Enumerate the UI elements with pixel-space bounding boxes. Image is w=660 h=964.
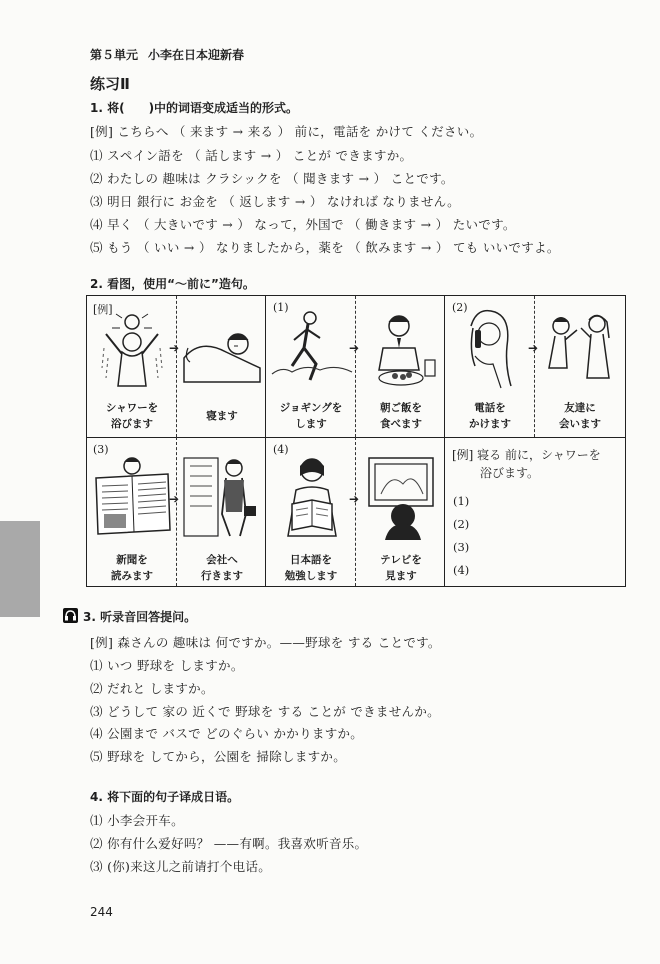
- section1-item-3: ⑶ 明日 銀行に お金を （ 返します → ） なければ なりません。: [90, 194, 460, 209]
- answer-number-1: (1): [453, 494, 470, 508]
- caption-line: 行きます: [201, 570, 243, 582]
- caption-shower: [89, 400, 175, 432]
- caption-jogging: [268, 400, 354, 432]
- grid-dashed-divider: [355, 296, 356, 437]
- caption-line: 電話を: [474, 402, 506, 414]
- grid-dashed-divider: [176, 296, 177, 437]
- meeting-friend-illustration: [537, 308, 623, 388]
- section3-item-1: ⑴ いつ 野球を しますか。: [90, 658, 244, 673]
- grid-row-divider: [87, 437, 625, 438]
- section4-item-3: ⑶ (你)来这儿之前请打个电话。: [90, 859, 272, 874]
- caption-newspaper: [89, 552, 175, 584]
- sequence-arrow-icon: ➔: [169, 341, 180, 355]
- panel-label-example: [例]: [93, 303, 113, 316]
- sequence-arrow-icon: ➔: [349, 492, 360, 506]
- watching-tv-illustration: [358, 454, 444, 540]
- section1-example: [例] こちらへ （ 来ます → 来る ） 前に，電話を かけて ください。: [90, 124, 483, 139]
- example-sentence: [452, 446, 601, 482]
- caption-line: 見ます: [385, 570, 417, 582]
- section4-item-1: ⑴ 小李会开车。: [90, 813, 184, 828]
- caption-line: 新聞を: [116, 554, 148, 566]
- unit-title: 小李在日本迎新春: [148, 48, 245, 62]
- caption-line: 友達に: [564, 402, 596, 414]
- grid-divider: [444, 296, 445, 437]
- grid-divider: [265, 296, 266, 437]
- answer-number-2: (2): [453, 517, 470, 531]
- section2-title: 2. 看图，使用“～前に”造句。: [90, 277, 255, 291]
- grid-divider: [444, 437, 445, 586]
- picture-grid: [86, 295, 626, 587]
- caption-study: [268, 552, 354, 584]
- sequence-arrow-icon: ➔: [169, 492, 180, 506]
- caption-line: かけます: [469, 418, 511, 430]
- answer-number-3: (3): [453, 540, 470, 554]
- section3-item-4: ⑷ 公園まで バスで どのぐらい かかりますか。: [90, 726, 364, 741]
- caption-line: 食べます: [380, 418, 422, 430]
- section3-example: [例] 森さんの 趣味は 何ですか。——野球を する ことです。: [90, 635, 441, 650]
- caption-friend: [537, 400, 623, 432]
- section1-title: 1. 将( )中的词语变成适当的形式。: [90, 101, 299, 115]
- section4-item-2: ⑵ 你有什么爱好吗？ ——有啊。我喜欢听音乐。: [90, 836, 368, 851]
- grid-dashed-divider: [355, 437, 356, 586]
- caption-line: シャワーを: [105, 402, 159, 414]
- caption-commute: [179, 552, 265, 584]
- side-tab-marker: [0, 521, 40, 617]
- breakfast-illustration: [358, 308, 444, 390]
- grid-dashed-divider: [534, 296, 535, 437]
- sequence-arrow-icon: ➔: [528, 341, 539, 355]
- section3-item-3: ⑶ どうして 家の 近くで 野球を する ことが できませんか。: [90, 704, 440, 719]
- caption-line: ジョギングを: [279, 402, 343, 414]
- sequence-arrow-icon: ➔: [349, 341, 360, 355]
- section1-item-5: ⑸ もう （ いい → ） なりましたから，薬を （ 飲みます → ） ても いいですよ。: [90, 240, 560, 255]
- caption-line: 日本語を: [290, 554, 332, 566]
- page-number: 244: [90, 905, 113, 919]
- example-sentence-line: 浴びます。: [480, 466, 540, 480]
- phone-call-illustration: [448, 306, 534, 390]
- unit-label: 第５単元: [90, 48, 139, 62]
- section3-item-2: ⑵ だれと しますか。: [90, 681, 214, 696]
- caption-line: 勉強します: [284, 570, 338, 582]
- panel-label-3: (3): [93, 443, 109, 456]
- caption-line: します: [295, 418, 327, 430]
- caption-line: テレビを: [380, 554, 422, 566]
- unit-header: [90, 46, 244, 63]
- shower-illustration: [89, 308, 175, 390]
- sleeping-illustration: [179, 318, 265, 388]
- newspaper-illustration: [89, 454, 175, 540]
- caption-tv: [358, 552, 444, 584]
- panel-label-2: (2): [452, 301, 468, 314]
- commute-illustration: [179, 454, 265, 540]
- section3-title: 3. 听录音回答提问。: [83, 610, 197, 624]
- example-sentence-line: [例] 寝る 前に，シャワーを: [452, 448, 601, 462]
- section3-item-5: ⑸ 野球を してから，公園を 掃除しますか。: [90, 749, 347, 764]
- answer-number-4: (4): [453, 563, 470, 577]
- caption-line: 朝ご飯を: [380, 402, 422, 414]
- section1-item-4: ⑷ 早く （ 大きいです → ） なって，外国で （ 働きます → ） たいです。: [90, 217, 516, 232]
- caption-line: 寝ます: [206, 410, 238, 422]
- section4-title: 4. 将下面的句子译成日语。: [90, 790, 240, 804]
- grid-dashed-divider: [176, 437, 177, 586]
- caption-line: 会社へ: [206, 554, 238, 566]
- grid-divider: [265, 437, 266, 586]
- section1-item-1: ⑴ スペイン語を （ 話します → ） ことが できますか。: [90, 148, 413, 163]
- panel-label-4: (4): [273, 443, 289, 456]
- caption-breakfast: [358, 400, 444, 432]
- panel-label-1: (1): [273, 301, 289, 314]
- jogging-illustration: [269, 308, 355, 388]
- practice-title: 练习Ⅱ: [90, 75, 130, 93]
- caption-line: 読みます: [111, 570, 153, 582]
- caption-line: 浴びます: [111, 418, 153, 430]
- headphones-icon: [63, 608, 78, 623]
- section1-item-2: ⑵ わたしの 趣味は クラシックを （ 聞きます → ） ことです。: [90, 171, 454, 186]
- caption-line: 会います: [559, 418, 601, 430]
- caption-phone: [447, 400, 533, 432]
- studying-illustration: [269, 454, 355, 540]
- caption-sleep: [179, 408, 265, 424]
